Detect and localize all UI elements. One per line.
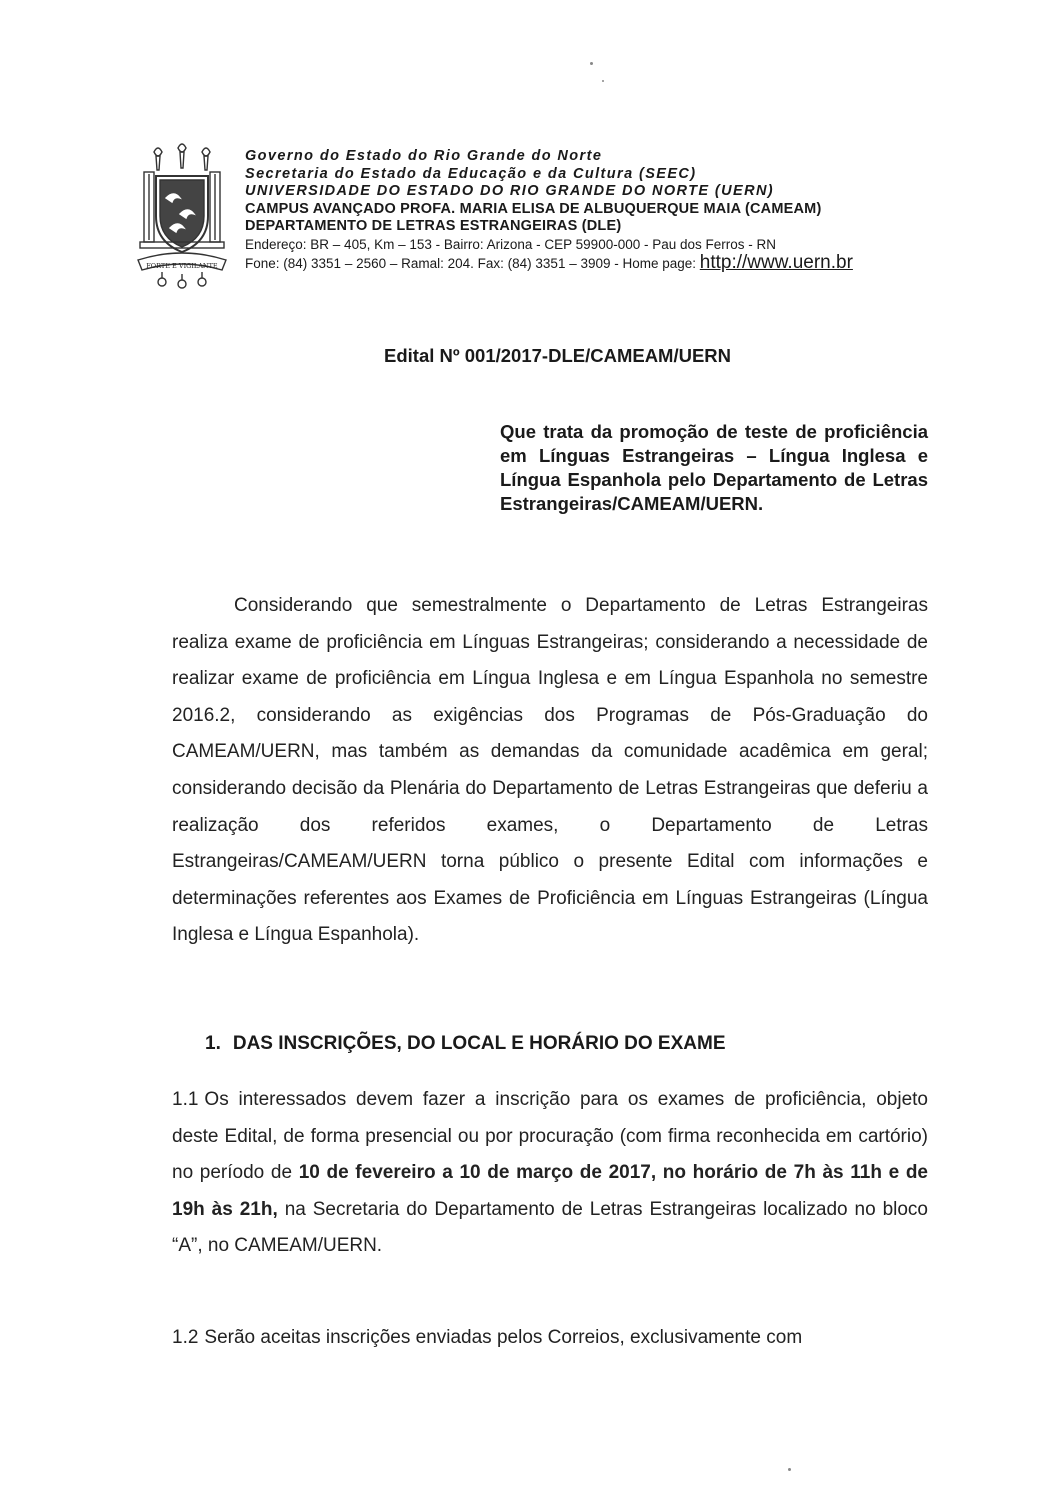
- section-title: DAS INSCRIÇÕES, DO LOCAL E HORÁRIO DO EXAME: [232, 1033, 726, 1054]
- phone-fax-text: Fone: (84) 3351 – 2560 – Ramal: 204. Fax: (84) 3351 – 3909 - Home page:: [245, 255, 700, 271]
- uern-crest-logo: [136, 142, 228, 292]
- item-text-start: Os interessados devem fazer a inscrição para os exames de proficiência, objeto deste Edital, de forma presencial ou por procuração (com firma reconhecida em cartório) no período de: [172, 1089, 928, 1184]
- letterhead-line-government: Governo do Estado do Rio Grande do Norte: [245, 148, 603, 164]
- letterhead-line-department: DEPARTAMENTO DE LETRAS ESTRANGEIRAS (DLE): [245, 218, 622, 235]
- item-number: 1.2: [172, 1327, 199, 1348]
- item-text-bold-dates: 10 de fevereiro a 10 de março de 2017, no horário de 7h às 11h e de 19h às 21h,: [172, 1162, 928, 1220]
- scan-speck: [788, 1468, 791, 1471]
- ementa: Que trata da promoção de teste de proficiência em Línguas Estrangeiras – Língua Inglesa e Língua Espanhola pelo Departamento de Letras Estrangeiras/CAMEAM/UERN.: [500, 421, 928, 514]
- scan-speck: [602, 80, 604, 82]
- letterhead-line-campus: CAMPUS AVANÇADO PROFA. MARIA ELISA DE ALBUQUERQUE MAIA (CAMEAM): [245, 200, 822, 217]
- letterhead-line-phone: [245, 251, 985, 273]
- preamble-paragraph: Considerando que semestralmente o Departamento de Letras Estrangeiras realiza exame de proficiência em Línguas Estrangeiras; considerando a necessidade de realizar exame de proficiência em Língua Inglesa e em Língua Espanhola no semestre 2016.2, considerando as exigências dos Programas de Pós-Graduação do CAMEAM/UERN, mas também as demandas da comunidade acadêmica em geral; considerando decisão da Plenária do Departamento de Letras Estrangeiras que deferiu a realização dos referidos exames, o Departamento de Letras Estrangeiras/CAMEAM/UERN torna público o presente Edital com informações e determinações referentes aos Exames de Proficiência em Línguas Estrangeiras (Língua Inglesa e Língua Espanhola).: [172, 595, 928, 946]
- item-text: Serão aceitas inscrições enviadas pelos Correios, exclusivamente com: [204, 1327, 803, 1348]
- letterhead-line-address: Endereço: BR – 405, Km – 153 - Bairro: Arizona - CEP 59900-000 - Pau dos Ferros - RN: [245, 236, 777, 252]
- letterhead: [245, 148, 985, 272]
- section-number: 1.: [205, 1033, 221, 1054]
- letterhead-line-secretariat: Secretaria do Estado da Educação e da Cultura (SEEC): [245, 165, 697, 182]
- section-1-heading: [205, 1033, 726, 1055]
- item-1-2: [172, 1320, 928, 1357]
- item-text-end: na Secretaria do Departamento de Letras Estrangeiras localizado no bloco “A”, no CAMEAM/UERN.: [172, 1198, 928, 1257]
- scan-speck: [590, 62, 593, 65]
- item-1-1: [172, 1082, 928, 1265]
- crest-motto: FORTE E VIGILANTE: [146, 262, 218, 270]
- item-number: 1.1: [172, 1089, 199, 1110]
- homepage-link[interactable]: http://www.uern.br: [699, 251, 853, 273]
- letterhead-line-university: UNIVERSIDADE DO ESTADO DO RIO GRANDE DO NORTE (UERN): [245, 183, 775, 200]
- edital-title: Edital Nº 001/2017-DLE/CAMEAM/UERN: [384, 345, 732, 366]
